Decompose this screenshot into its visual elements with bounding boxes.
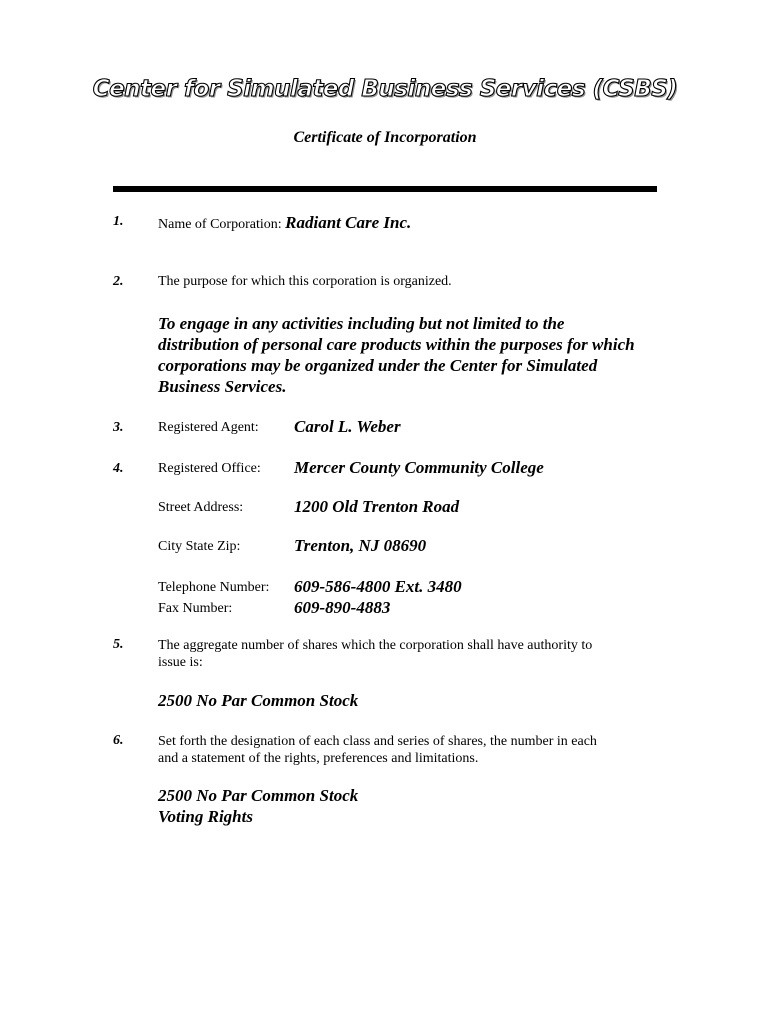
purpose-line: corporations may be organized under the Center for Simulated xyxy=(158,356,598,375)
city-state-zip-label: City State Zip: xyxy=(158,539,241,554)
purpose-value xyxy=(158,313,635,397)
header-divider xyxy=(113,186,657,192)
shares-authority-value: 2500 No Par Common Stock xyxy=(158,691,359,710)
share-designation-value-line: 2500 No Par Common Stock xyxy=(158,786,359,805)
street-address-label: Street Address: xyxy=(158,500,244,515)
share-designation-value-line: Voting Rights xyxy=(158,807,253,826)
organization-title: Center for Simulated Business Services (CSBS) xyxy=(92,76,678,102)
corporation-name-value: Radiant Care Inc. xyxy=(285,213,412,232)
item-6-number: 6. xyxy=(113,733,124,748)
item-1-line xyxy=(158,213,411,233)
item-2-number: 2. xyxy=(113,274,124,289)
fax-value: 609-890-4883 xyxy=(294,598,391,617)
telephone-label: Telephone Number: xyxy=(158,580,270,595)
share-designation-line: Set forth the designation of each class and series of shares, the number in each xyxy=(158,734,597,749)
purpose-line: To engage in any activities including but not limited to the xyxy=(158,314,565,333)
shares-authority-line: The aggregate number of shares which the corporation shall have authority to xyxy=(158,638,593,653)
certificate-title: Certificate of Incorporation xyxy=(293,129,477,146)
street-address-value: 1200 Old Trenton Road xyxy=(294,497,460,516)
registered-agent-value: Carol L. Weber xyxy=(294,417,401,436)
shares-authority-text xyxy=(158,637,648,671)
registered-office-label: Registered Office: xyxy=(158,461,261,476)
city-state-zip-value: Trenton, NJ 08690 xyxy=(294,536,427,555)
purpose-label: The purpose for which this corporation is organized. xyxy=(158,274,452,289)
share-designation-value xyxy=(158,785,358,827)
share-designation-line: and a statement of the rights, preferences and limitations. xyxy=(158,751,479,766)
shares-authority-line: issue is: xyxy=(158,655,203,670)
registered-agent-label: Registered Agent: xyxy=(158,420,259,435)
telephone-value: 609-586-4800 Ext. 3480 xyxy=(294,577,462,596)
fax-label: Fax Number: xyxy=(158,601,233,616)
share-designation-text xyxy=(158,733,648,767)
item-1-number: 1. xyxy=(113,214,124,229)
item-5-number: 5. xyxy=(113,637,124,652)
item-3-number: 3. xyxy=(113,420,124,435)
purpose-line: distribution of personal care products within the purposes for which xyxy=(158,335,635,354)
purpose-line: Business Services. xyxy=(158,377,287,396)
registered-office-value: Mercer County Community College xyxy=(294,458,544,477)
item-4-number: 4. xyxy=(113,461,124,476)
corporation-name-label: Name of Corporation: xyxy=(158,217,282,232)
